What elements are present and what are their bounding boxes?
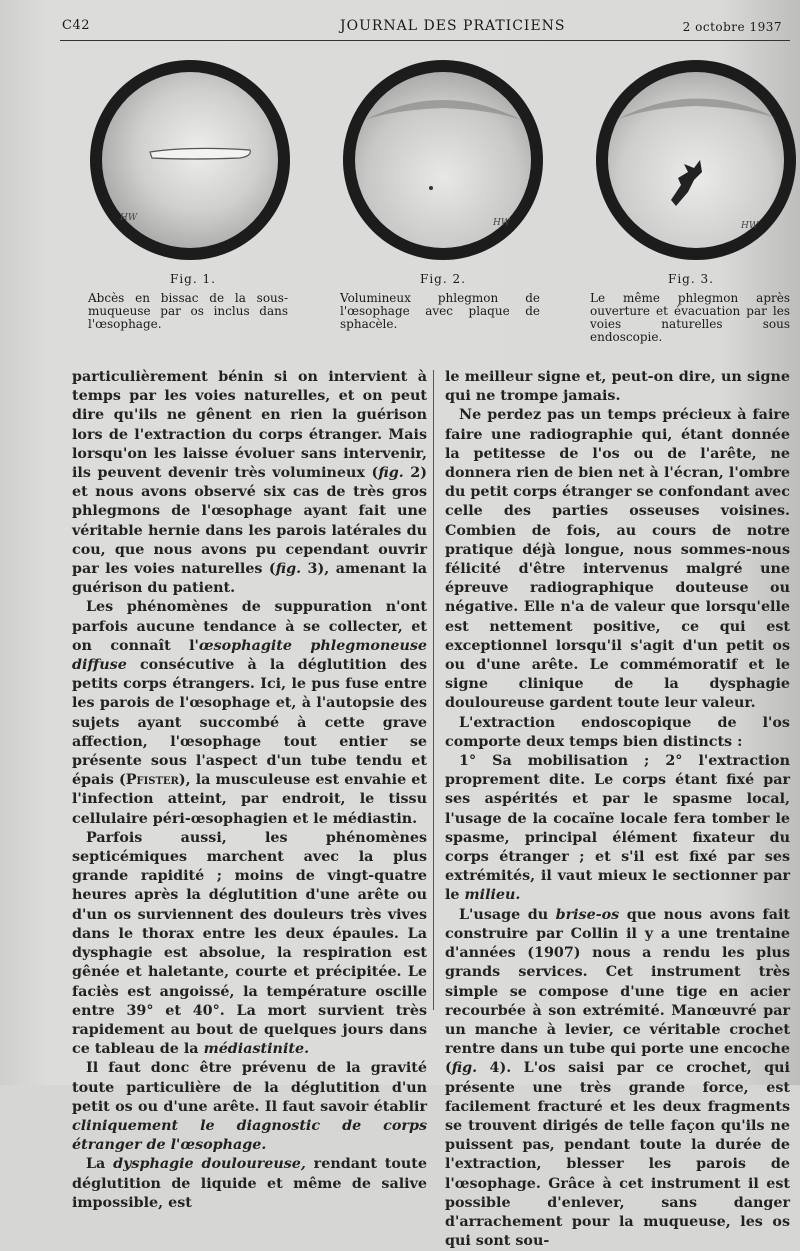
paragraph: Parfois aussi, les phénomènes septicémiques marchent avec la plus grande rapidité ; moins de vingt-quatre heures après la déglutition d'une arête ou d'un os surviennent des douleurs très vives dans le thorax entre les deux épaules. La dysphagie est absolue, la respiration est gênée et haletante, courte et précipitée. Le faciès est angoissé, la température oscille entre 39° et 40°. La mort survient très rapidement au bout de quelques jours dans ce tableau de la médiastinite. [72,829,427,1058]
paragraph: L'extraction endoscopique de l'os comporte deux temps bien distincts : [445,714,790,750]
figure-1-signature: HW [120,213,138,223]
column-divider [433,370,434,1010]
figure-2-label: Fig. 2. [420,272,466,286]
figure-2-signature: HW [493,218,511,228]
figure-2-illustration [343,60,543,260]
figure-1-illustration [90,60,290,260]
figure-3-signature: HW [741,221,759,231]
paragraph: Il faut donc être prévenu de la gravité toute particulière de la déglutition d'un petit os ou d'une arête. Il faut savoir établir cliniquement le diagnostic de corps étranger de l'œsophage. [72,1060,427,1154]
figure-1-label: Fig. 1. [170,272,216,286]
mucosa-fold [616,98,776,120]
paragraph: L'usage du brise-os que nous avons fait construire par Collin il y a une trentaine d'années (1907) nous a rendu les plus grands services. Cet instrument très simple se compose d'une tige en acier recourbée à son extrémité. Manœuvré par un manche à levier, ce véritable crochet rentre dans un tube qui porte une encoche (fig. 4). L'os saisi par ce crochet, qui présente une très grande force, est facilement fracturé et les deux fragments se trouvent dirigés de telle façon qu'ils ne puissent pas, pendant toute la durée de l'extraction, blesser les parois de l'œsophage. Grâce à cet instrument il est possible d'enlever, sans danger d'arrachement pour la muqueuse, les os qui sont sou- [445,906,790,1250]
abscess-opening [671,160,702,206]
journal-title: JOURNAL DES PRATICIENS [340,18,566,34]
paragraph: le meilleur signe et, peut-on dire, un signe qui ne trompe jamais. [445,369,790,405]
figure-3-caption: Le même phlegmon après ouverture et évacuation par les voies naturelles sous endoscopie. [590,291,790,344]
bone-fragment [150,148,250,159]
figure-3-label: Fig. 3. [668,272,714,286]
mucosa-fold [365,100,521,120]
figure-1-caption: Abcès en bissac de la sous-muqueuse par os inclus dans l'œsophage. [88,291,288,331]
figure-3-drawing [596,60,796,260]
figure-3-illustration [596,60,796,260]
sphacele-spot [429,186,433,190]
page-header [60,18,790,41]
paragraph: Les phénomènes de suppuration n'ont parfois aucune tendance à se collecter, et on connaît l'œsophagite phlegmoneuse diffuse consécutive à la déglutition des petits corps étrangers. Ici, le pus fuse entre les parois de l'œsophage et, à l'autopsie des sujets ayant succombé à cette grave affection, l'œsophage tout entier se présente sous l'aspect d'un tube tendu et épais (Pfister), la musculeuse est envahie et l'infection atteint, par endroit, le tissu cellulaire péri-œsophagien et le médiastin. [72,599,427,827]
figure-1-drawing [90,60,290,260]
paragraph: 1° Sa mobilisation ; 2° l'extraction proprement dite. Le corps étant fixé par ses aspérités et par le spasme local, l'usage de la cocaïne locale fera tomber le spasme, principal élément fixateur du corps étranger ; et s'il est fixé par ses extrémités, il vaut mieux le sectionner par le milieu. [445,753,790,904]
paragraph: particulièrement bénin si on intervient à temps par les voies naturelles, et on peut dire qu'ils ne gênent en rien la guérison lors de l'extraction du corps étranger. Mais lorsqu'on les laisse évoluer sans intervenir, ils peuvent devenir très volumineux (fig. 2) et nous avons observé six cas de très gros phlegmons de l'œsophage ayant fait une véritable hernie dans les parois latérales du cou, que nous avons pu cependant ouvrir par les voies naturelles (fig. 3), amenant la guérison du patient. [72,369,427,597]
paragraph: La dysphagie douloureuse, rendant toute déglutition de liquide et même de salive impossible, est [72,1156,427,1211]
issue-date: 2 octobre 1937 [682,20,782,34]
figure-2-drawing [343,60,543,260]
article-column-left [72,368,427,1213]
page-number: C42 [62,18,90,33]
figure-2-caption: Volumineux phlegmon de l'œsophage avec plaque de sphacèle. [340,291,540,331]
article-column-right [445,368,790,1251]
paragraph: Ne perdez pas un temps précieux à faire faire une radiographie qui, étant donnée la petitesse de l'os ou de l'arête, ne donnera rien de bien net à l'écran, l'ombre du petit corps étranger se confondant avec celle des parties osseuses voisines. Combien de fois, au cours de notre pratique déjà longue, nous sommes-nous félicité d'être intervenus malgré une épreuve radiographique douteuse ou négative. Elle n'a de valeur que lorsqu'elle est nettement positive, ce qui est exceptionnel lorsqu'il s'agit d'un petit os ou d'une arête. Le commémoratif et le signe clinique de la dysphagie douloureuse gardent toute leur valeur. [445,407,790,712]
